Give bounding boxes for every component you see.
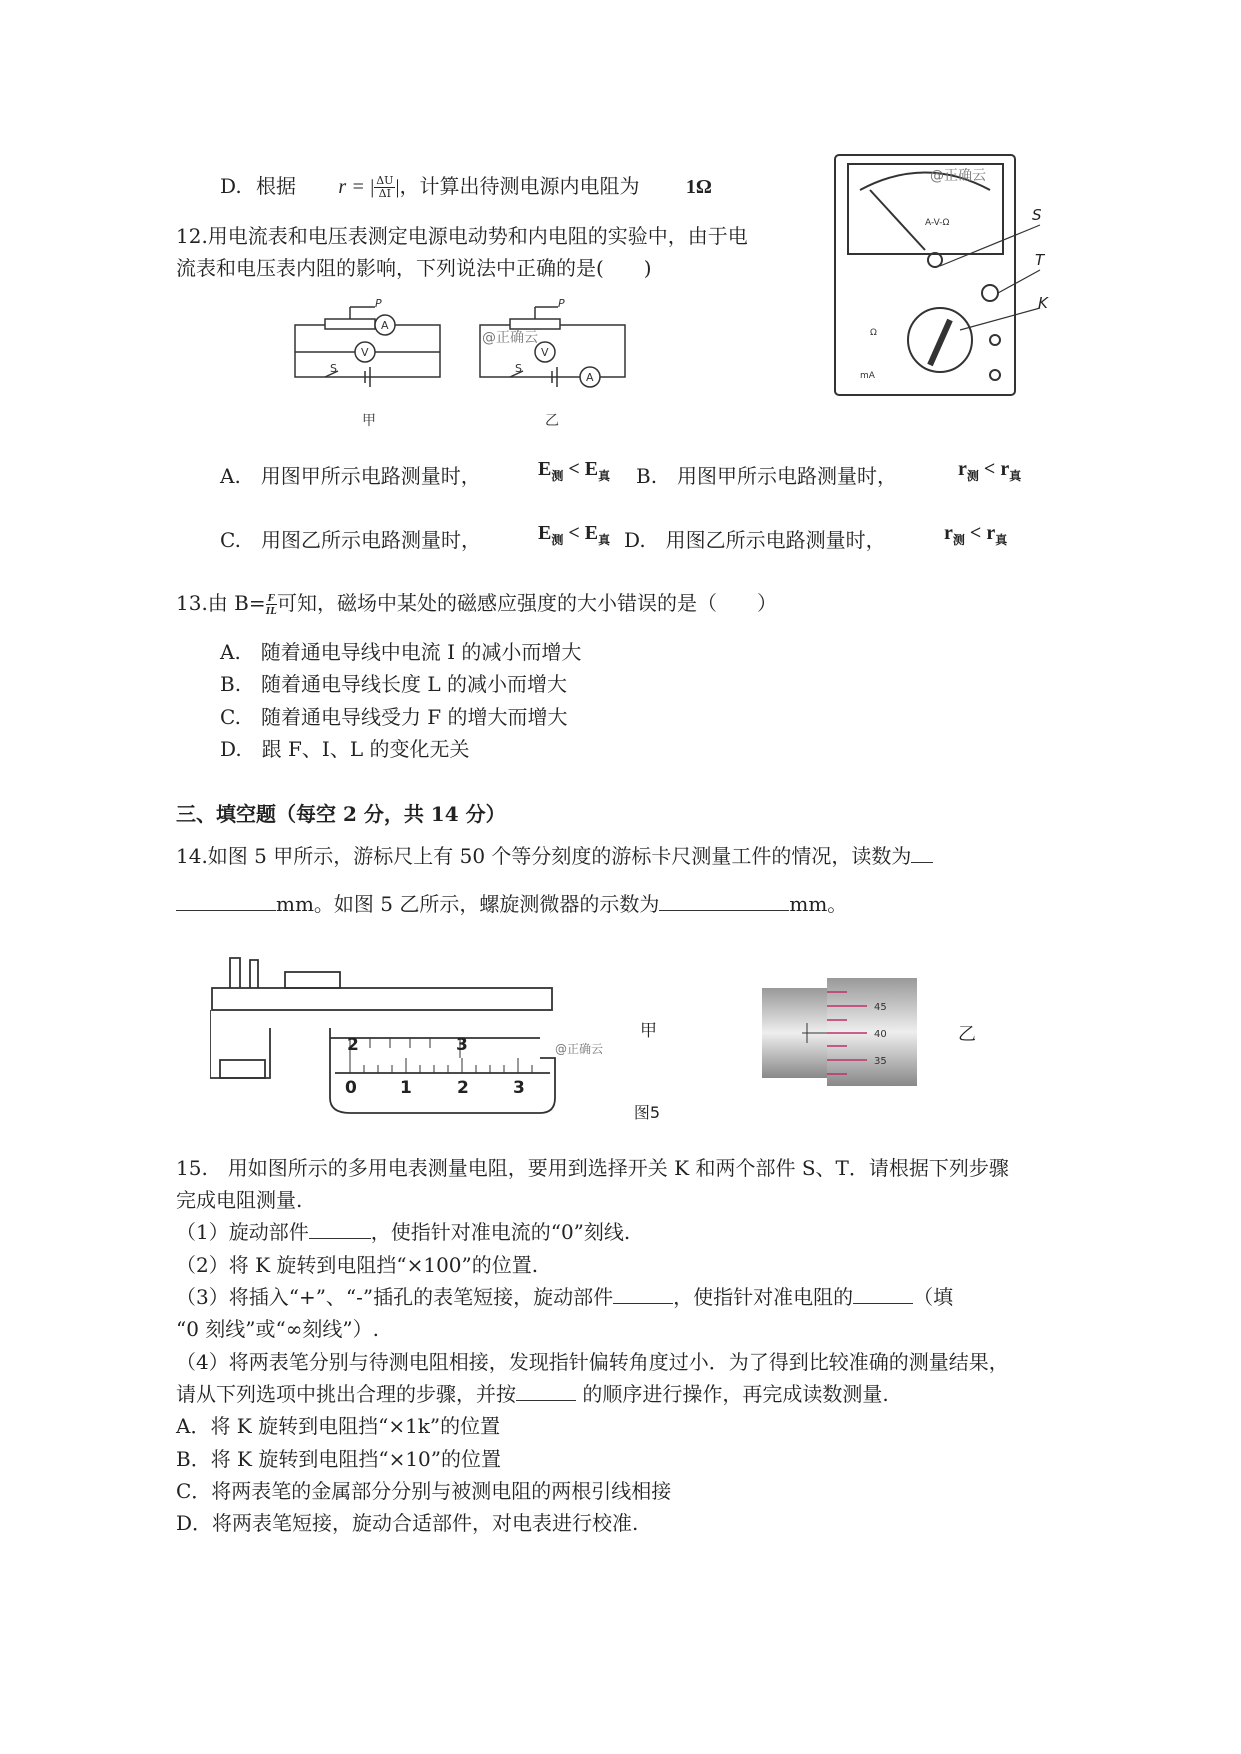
label-s: S	[1032, 206, 1042, 224]
watermark: @正确云	[555, 1042, 604, 1056]
formula-fraction: $\frac{\Delta U}{\Delta I}$	[376, 174, 394, 200]
q15-option-b: B．将 K 旋转到电阻挡“×10”的位置	[176, 1447, 502, 1471]
q13-option-d: D. 跟 F、I、L 的变化无关	[220, 737, 470, 761]
figure-label-jia: 甲	[362, 413, 376, 429]
q12-option-b: B. 用图甲所示电路测量时，	[636, 464, 898, 488]
svg-text:mA: mA	[860, 371, 875, 381]
svg-text:3: 3	[513, 1078, 525, 1098]
label-k: K	[1038, 294, 1048, 312]
q15-step1: （1）旋动部件 ，使指针对准电流的“0”刻线.	[176, 1220, 631, 1244]
svg-text:1: 1	[400, 1078, 412, 1098]
q13-option-a: A. 随着通电导线中电流 I 的减小而增大	[220, 640, 582, 664]
q15-step4: （4）将两表笔分别与待测电阻相接，发现指针偏转角度过小．为了得到比较准确的测量结果，	[176, 1350, 1009, 1374]
section-title: 三、填空题（每空 2 分，共 14 分）	[176, 802, 506, 826]
q12-option-d-formula: $r_测 < r_真$	[944, 522, 1008, 547]
q15-step4-cont: 请从下列选项中挑出合理的步骤，并按 的顺序进行操作，再完成读数测量.	[176, 1382, 889, 1406]
multimeter-figure	[830, 150, 1060, 400]
blank-2	[659, 892, 789, 911]
q12-option-b-formula: $r_测 < r_真$	[958, 458, 1022, 483]
q15-step3: （3）将插入“+”、“-”插孔的表笔短接，旋动部件 ，使指针对准电阻的 （填	[176, 1285, 954, 1309]
circuit-diagrams	[290, 295, 650, 435]
watermark: @正确云	[930, 168, 986, 184]
formula-eq: =	[352, 176, 364, 198]
svg-text:P: P	[375, 297, 382, 310]
blank-1	[176, 892, 276, 911]
svg-text:S: S	[515, 362, 522, 375]
svg-text:0: 0	[345, 1078, 357, 1098]
q12-option-d: D. 用图乙所示电路测量时，	[624, 528, 886, 552]
q11d-text2: ，计算出待测电源内电阻为	[399, 174, 640, 198]
svg-text:S: S	[330, 362, 337, 375]
q12-option-c: C. 用图乙所示电路测量时，	[220, 528, 481, 552]
svg-text:2: 2	[457, 1078, 469, 1098]
q11-option-d: D. 根据 r = | $\frac{\Delta U}{\Delta I}|$，计算出待测电源内电阻为 1Ω	[220, 174, 712, 200]
svg-text:A: A	[586, 371, 594, 384]
figure-label-jia: 甲	[640, 1021, 657, 1041]
q12-option-c-formula: $E_测 < E_真$	[538, 522, 611, 547]
q13-option-b: B. 随着通电导线长度 L 的减小而增大	[220, 672, 568, 696]
vernier-caliper-figure	[210, 948, 670, 1128]
watermark: @正确云	[482, 330, 538, 346]
formula-r: r	[338, 176, 347, 198]
q15-step3-cont: “0 刻线”或“∞刻线”）.	[176, 1317, 379, 1341]
q13-stem: 13.由 B= $\frac{F}{IL}$可知，磁场中某处的磁感应强度的大小错误的是（ ）	[176, 591, 777, 617]
meter-scale-label: A-V-Ω	[925, 218, 950, 228]
figure-label-yi: 乙	[545, 413, 559, 429]
q12-line1: 12.用电流表和电压表测定电源电动势和内电阻的实验中，由于电	[176, 224, 748, 248]
q15-option-a: A．将 K 旋转到电阻挡“×1k”的位置	[176, 1414, 501, 1438]
svg-text:40: 40	[874, 1029, 887, 1040]
q14-line2: mm。如图 5 乙所示，螺旋测微器的示数为 mm。	[176, 888, 847, 917]
svg-text:A: A	[381, 319, 389, 332]
q12-option-a: A. 用图甲所示电路测量时，	[220, 464, 481, 488]
q15-option-d: D．将两表笔短接，旋动合适部件，对电表进行校准.	[176, 1511, 639, 1535]
svg-text:3: 3	[456, 1035, 468, 1055]
svg-text:45: 45	[874, 1002, 887, 1013]
q11d-value: 1Ω	[685, 176, 712, 198]
figure-caption: 图5	[633, 1103, 660, 1122]
svg-text:Ω: Ω	[870, 328, 877, 338]
q15-option-c: C．将两表笔的金属部分分别与被测电阻的两根引线相接	[176, 1479, 672, 1503]
q11d-text1: 根据	[256, 174, 297, 198]
figure-label-yi: 乙	[958, 1024, 976, 1045]
option-label: D.	[220, 174, 242, 198]
label-t: T	[1035, 251, 1045, 269]
svg-text:V: V	[541, 346, 549, 359]
svg-text:V: V	[361, 346, 369, 359]
q13-option-c: C. 随着通电导线受力 F 的增大而增大	[220, 705, 568, 729]
q15-step2: （2）将 K 旋转到电阻挡“×100”的位置.	[176, 1253, 539, 1277]
svg-text:P: P	[558, 297, 565, 310]
micrometer-figure	[762, 978, 992, 1088]
q12-line2: 流表和电压表内阻的影响，下列说法中正确的是( )	[176, 256, 652, 280]
svg-text:2: 2	[347, 1035, 359, 1055]
q15-line1: 15. 用如图所示的多用电表测量电阻，要用到选择开关 K 和两个部件 S、T．请根据下列步骤	[176, 1156, 1009, 1180]
q12-option-a-formula: $E_测 < E_真$	[538, 458, 611, 483]
svg-text:35: 35	[874, 1056, 887, 1067]
q15-line2: 完成电阻测量.	[176, 1188, 303, 1212]
q14-line1: 14.如图 5 甲所示，游标尺上有 50 个等分刻度的游标卡尺测量工件的情况，读数为	[176, 840, 933, 869]
